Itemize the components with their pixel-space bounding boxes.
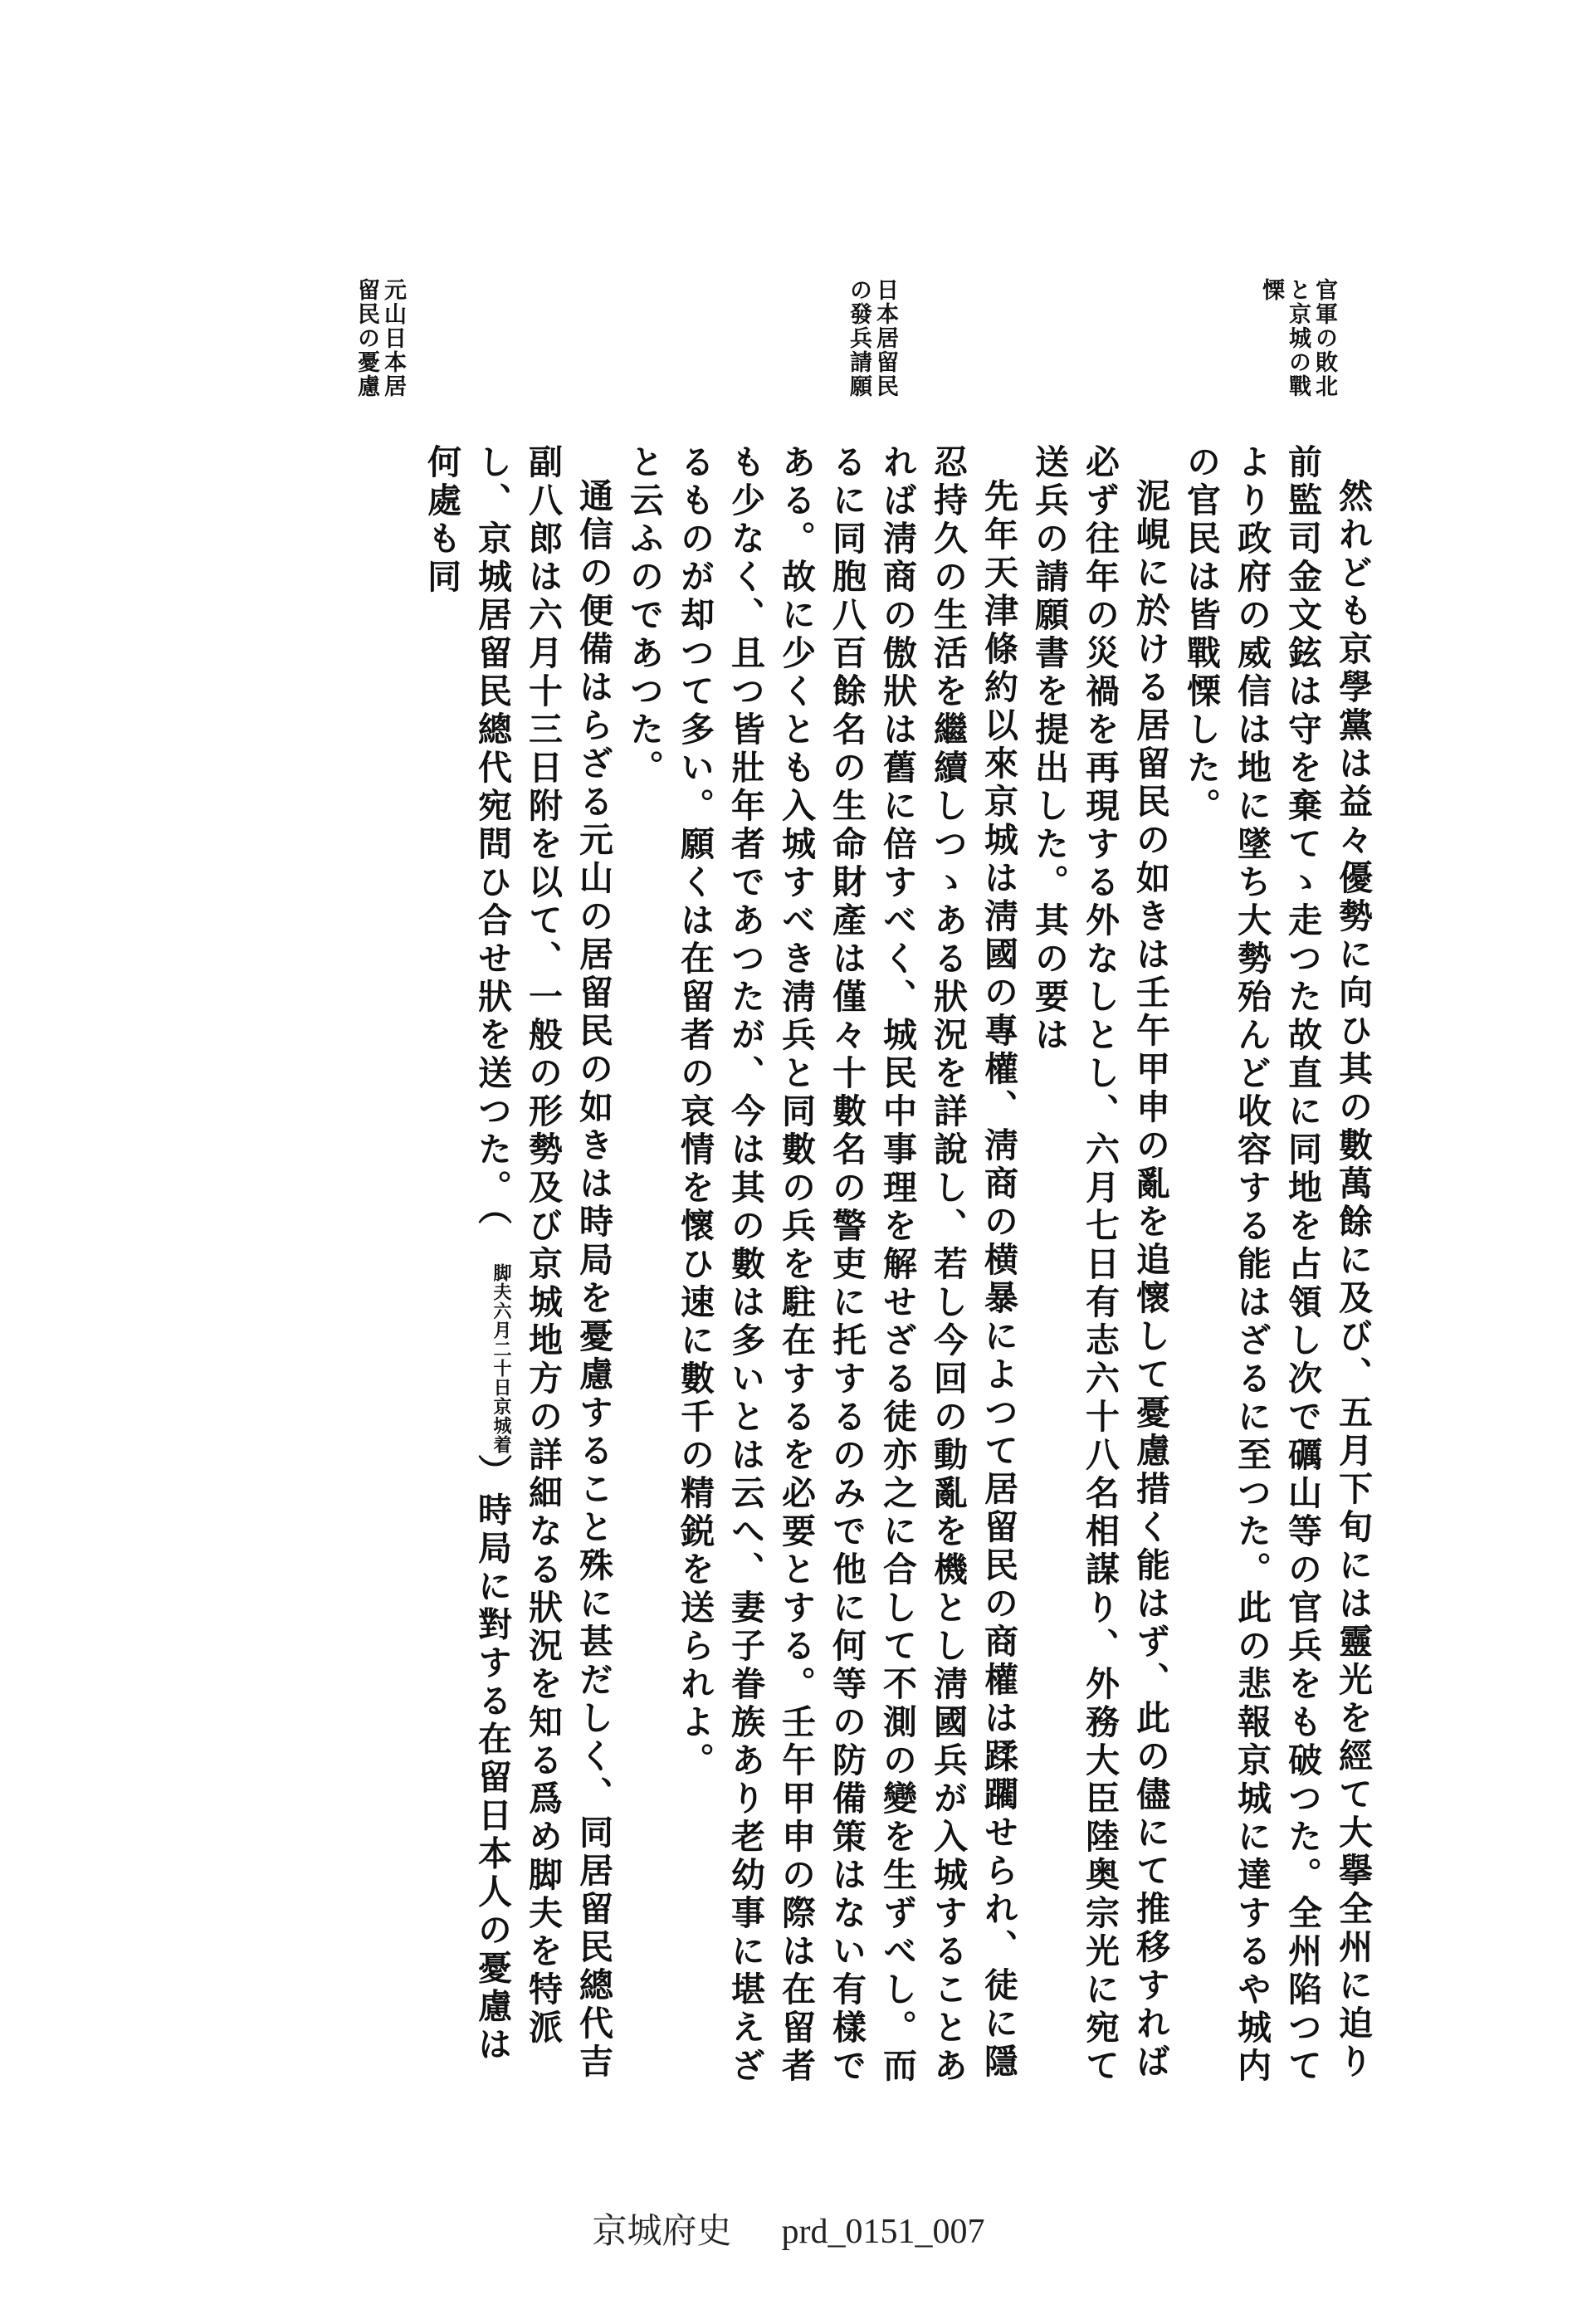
footer-title: 京城府史 <box>592 2213 732 2251</box>
paragraph-2: 泥峴に於ける居留民の如きは壬午甲申の亂を追懷して憂慮措く能はず、此の儘にて推移すれば必ず往年の災禍を再現する外なしとし、六月七日有志六十八名相謀り、外務大臣陸奥宗光に宛て送兵の請願書を提出した。其の要は <box>1029 444 1170 2086</box>
margin-heading-wonsan: 元山日本居 留民の憂慮 <box>354 278 406 398</box>
footer-code: prd_0151_007 <box>781 2213 985 2251</box>
paragraph-5: 通信の便備はらざる元山の居留民の如きは時局を憂慮すること殊に甚だしく、同居留民總代吉副八郎は六月十三日附を以て、一般の形勢及び京城地方の詳細なる狀況を知る爲め脚夫を特派し、京城居留民總代宛問ひ合せ狀を送つた。（脚夫六月二十日京城着）時局に對する在留日本人の憂慮は何處も同 <box>422 444 613 2082</box>
margin-heading-defeat: 官軍の敗北 と京城の戰 慄 <box>1258 278 1337 398</box>
paragraph-1: 然れども京學黨は益々優勢に向ひ其の數萬餘に及び、五月下旬には靈光を經て大擧全州に迫り前監司金文鉉は守を棄てゝ走つた故直に同地を占領し次で礪山等の官兵をも破つた。全州陷つてより政府の威信は地に墜ち大勢殆んど收容する能はざるに至つた。此の悲報京城に達するや城内の官民は皆戰慄した。 <box>1181 444 1373 2086</box>
margin-heading-petition: 日本居留民 の發兵請願 <box>846 278 898 398</box>
trailing-text: 時局に對する在留日本人の憂慮は何處も同 <box>422 444 512 2065</box>
vertical-body-text <box>416 444 1378 2096</box>
paragraph-3: 先年天津條約以來京城は淸國の專權、淸商の横暴によつて居留民の商權は蹂躙せられ、徒に隱忍持久の生活を繼續しつゝある狀況を詳說し、若し今回の動亂を機とし淸國兵が入城することあれば淸商の傲狀は舊に倍すべく、城民中事理を解せざる徒亦之に合して不測の變を生ずべし。而るに同胞八百餘名の生命財產は僅々十數名の警吏に托するのみで他に何等の防備策はない有樣である。故に少くとも入城すべき淸兵と同數の兵を駐在するを必要とする。壬午甲申の際は在留者も少なく、且つ皆壯年者であつたが、今は其の數は多いとは云へ、妻子眷族あり老幼事に堪えざるものが却つて多い。願くは在留者の哀情を懷ひ速に數千の精鋭を送られよ。 <box>675 444 1018 2086</box>
paragraph-5-text: 通信の便備はらざる元山の居留民の如きは時局を憂慮すること殊に甚だしく、同居留民總代吉副八郎は六月十三日附を以て、一般の形勢及び京城地方の詳細なる狀況を知る爲め脚夫を特派し、京城居留民總代宛問ひ合せ狀を送つた。 <box>472 444 613 2082</box>
page-footer <box>0 2204 1577 2253</box>
inline-note: 脚夫六月二十日京城着 <box>491 1262 512 1454</box>
paragraph-4: と云ふのであつた。 <box>624 444 664 788</box>
